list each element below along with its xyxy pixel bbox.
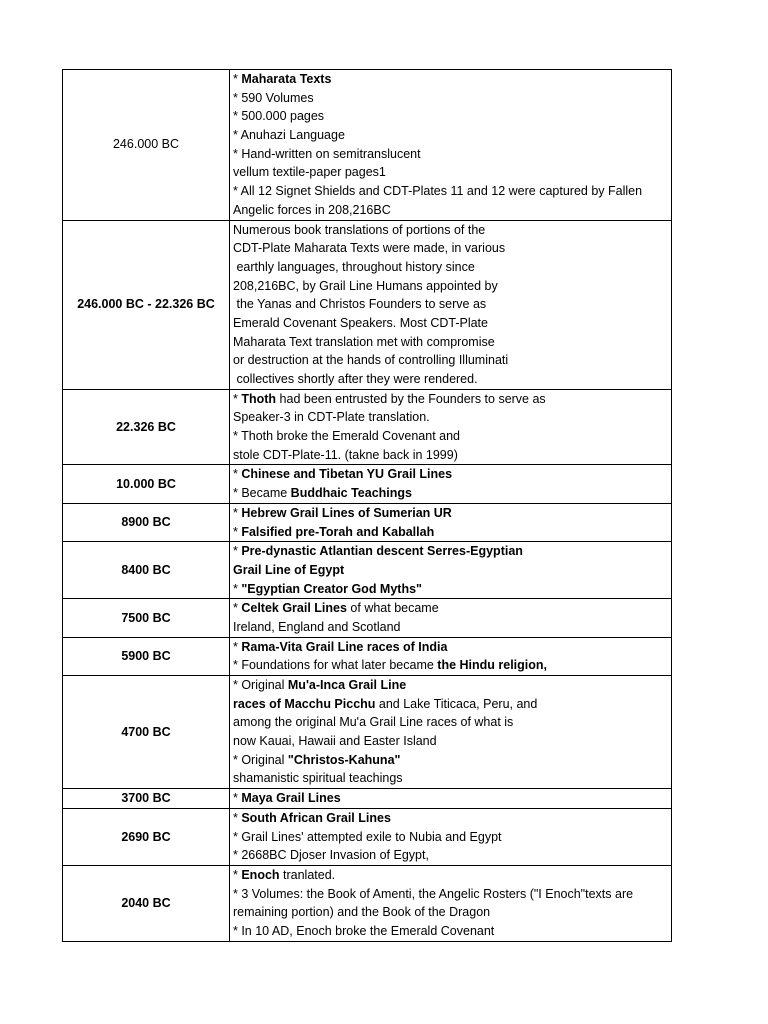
text: of what became bbox=[346, 601, 439, 616]
description-line bbox=[233, 599, 669, 618]
bold-text: races of Macchu Picchu bbox=[233, 696, 376, 711]
description-cell bbox=[230, 599, 672, 637]
table-row bbox=[63, 637, 672, 675]
table-body bbox=[63, 70, 672, 942]
date-cell: 3700 BC bbox=[63, 789, 230, 809]
bold-text: Celtek Grail Lines bbox=[241, 601, 347, 616]
description-line bbox=[233, 695, 669, 714]
date-cell: 8400 BC bbox=[63, 542, 230, 599]
date-cell: 10.000 BC bbox=[63, 465, 230, 503]
description-line bbox=[233, 903, 669, 922]
text: * bbox=[233, 581, 242, 596]
text: vellum textile-paper pages1 bbox=[233, 165, 386, 180]
table-row bbox=[63, 865, 672, 941]
description-line bbox=[233, 809, 669, 828]
table-row bbox=[63, 542, 672, 599]
text: * 590 Volumes bbox=[233, 90, 314, 105]
text: CDT-Plate Maharata Texts were made, in various bbox=[233, 241, 506, 256]
text: Angelic forces in 208,216BC bbox=[233, 202, 391, 217]
description-line bbox=[233, 465, 669, 484]
description-line bbox=[233, 713, 669, 732]
description-line bbox=[233, 504, 669, 523]
text: 208,216BC, by Grail Line Humans appointed by bbox=[233, 278, 498, 293]
date-cell: 8900 BC bbox=[63, 503, 230, 541]
text: had been entrusted by the Founders to serve as bbox=[276, 391, 546, 406]
bold-text: "Christos-Kahuna" bbox=[287, 752, 401, 767]
text: * All 12 Signet Shields and CDT-Plates 11 and 12 were captured by Fallen bbox=[233, 184, 643, 199]
date-cell: 4700 BC bbox=[63, 676, 230, 789]
text: among the original Mu'a Grail Line races of what is bbox=[233, 715, 514, 730]
description-line bbox=[233, 258, 669, 277]
description-line bbox=[233, 542, 669, 561]
description-cell bbox=[230, 70, 672, 221]
description-line bbox=[233, 107, 669, 126]
table-row bbox=[63, 599, 672, 637]
bold-text: the Hindu religion, bbox=[437, 658, 547, 673]
bold-text: Falsified pre-Torah and Kaballah bbox=[241, 524, 435, 539]
description-cell bbox=[230, 637, 672, 675]
description-line bbox=[233, 182, 669, 201]
description-line bbox=[233, 638, 669, 657]
text: tranlated. bbox=[279, 867, 336, 882]
description-cell bbox=[230, 676, 672, 789]
description-line bbox=[233, 484, 669, 503]
text: and Lake Titicaca, Peru, and bbox=[375, 696, 538, 711]
table-row bbox=[63, 789, 672, 809]
text: * 500.000 pages bbox=[233, 109, 325, 124]
description-line bbox=[233, 221, 669, 240]
timeline-table bbox=[62, 69, 672, 942]
text: * bbox=[233, 524, 242, 539]
text: Maharata Text translation met with compromise bbox=[233, 334, 495, 349]
text: Numerous book translations of portions of the bbox=[233, 222, 486, 237]
text: * bbox=[233, 791, 242, 806]
bold-text: Mu'a-Inca Grail Line bbox=[287, 678, 407, 692]
bold-text: South African Grail Lines bbox=[241, 810, 391, 825]
text: * bbox=[233, 601, 242, 616]
description-line bbox=[233, 201, 669, 220]
text: * bbox=[233, 391, 242, 406]
description-line bbox=[233, 239, 669, 258]
bold-text: Hebrew Grail Lines of Sumerian UR bbox=[241, 505, 452, 520]
text: * Original bbox=[233, 752, 288, 767]
text: * bbox=[233, 467, 242, 482]
bold-text: Buddhaic Teachings bbox=[290, 486, 412, 501]
description-line bbox=[233, 676, 669, 695]
description-line bbox=[233, 70, 669, 89]
bold-text: Grail Line of Egypt bbox=[233, 562, 345, 577]
description-line bbox=[233, 769, 669, 788]
description-line bbox=[233, 333, 669, 352]
description-cell bbox=[230, 865, 672, 941]
text: collectives shortly after they were rendered. bbox=[233, 372, 478, 386]
description-cell bbox=[230, 503, 672, 541]
description-line bbox=[233, 163, 669, 182]
description-line bbox=[233, 446, 669, 465]
text: * bbox=[233, 867, 242, 882]
date-cell: 2690 BC bbox=[63, 808, 230, 865]
description-cell bbox=[230, 389, 672, 465]
description-line bbox=[233, 846, 669, 865]
description-line bbox=[233, 523, 669, 542]
table-row bbox=[63, 389, 672, 465]
date-cell: 246.000 BC - 22.326 BC bbox=[63, 220, 230, 389]
description-line bbox=[233, 277, 669, 296]
description-line bbox=[233, 295, 669, 314]
text: earthly languages, throughout history since bbox=[233, 259, 475, 274]
table-row bbox=[63, 808, 672, 865]
description-line bbox=[233, 561, 669, 580]
text: * 2668BC Djoser Invasion of Egypt, bbox=[233, 848, 429, 863]
date-cell: 22.326 BC bbox=[63, 389, 230, 465]
text: * Hand-written on semitranslucent bbox=[233, 146, 421, 161]
text: Ireland, England and Scotland bbox=[233, 619, 401, 634]
text: * Original bbox=[233, 678, 288, 692]
table-row bbox=[63, 676, 672, 789]
bold-text: Maharata Texts bbox=[241, 72, 332, 86]
table-row bbox=[63, 70, 672, 221]
bold-text: Thoth bbox=[241, 391, 277, 406]
description-line bbox=[233, 751, 669, 770]
text: shamanistic spiritual teachings bbox=[233, 771, 403, 786]
description-line bbox=[233, 126, 669, 145]
date-cell: 246.000 BC bbox=[63, 70, 230, 221]
description-line bbox=[233, 789, 669, 808]
description-line bbox=[233, 618, 669, 637]
description-line bbox=[233, 866, 669, 885]
description-line bbox=[233, 89, 669, 108]
text: * Anuhazi Language bbox=[233, 128, 345, 143]
description-cell bbox=[230, 542, 672, 599]
description-line bbox=[233, 427, 669, 446]
description-line bbox=[233, 732, 669, 751]
description-line bbox=[233, 828, 669, 847]
text: * bbox=[233, 639, 242, 654]
bold-text: Maya Grail Lines bbox=[241, 791, 341, 806]
description-cell bbox=[230, 220, 672, 389]
table-row bbox=[63, 503, 672, 541]
description-line bbox=[233, 922, 669, 941]
bold-text: Enoch bbox=[241, 867, 280, 882]
text: * 3 Volumes: the Book of Amenti, the Angelic Rosters ("I Enoch"texts are bbox=[233, 886, 634, 901]
bold-text: Pre-dynastic Atlantian descent Serres-Egyptian bbox=[241, 544, 523, 559]
table-row bbox=[63, 220, 672, 389]
date-cell: 7500 BC bbox=[63, 599, 230, 637]
text: * bbox=[233, 810, 242, 825]
text: * Grail Lines' attempted exile to Nubia and Egypt bbox=[233, 829, 502, 844]
text: * Foundations for what later became bbox=[233, 658, 438, 673]
description-line bbox=[233, 656, 669, 675]
text: * bbox=[233, 72, 242, 86]
bold-text: "Egyptian Creator God Myths" bbox=[241, 581, 422, 596]
text: remaining portion) and the Book of the Dragon bbox=[233, 905, 491, 920]
description-cell bbox=[230, 808, 672, 865]
text: * bbox=[233, 505, 242, 520]
text: Speaker-3 in CDT-Plate translation. bbox=[233, 410, 430, 425]
description-line bbox=[233, 314, 669, 333]
text: the Yanas and Christos Founders to serve as bbox=[233, 297, 487, 312]
bold-text: Rama-Vita Grail Line races of India bbox=[241, 639, 448, 654]
text: stole CDT-Plate-11. (takne back in 1999) bbox=[233, 447, 458, 462]
date-cell: 5900 BC bbox=[63, 637, 230, 675]
description-line bbox=[233, 390, 669, 409]
description-line bbox=[233, 408, 669, 427]
table-row bbox=[63, 465, 672, 503]
description-line bbox=[233, 885, 669, 904]
text: or destruction at the hands of controlling Illuminati bbox=[233, 353, 509, 368]
description-line bbox=[233, 370, 669, 389]
description-line bbox=[233, 580, 669, 599]
text: Emerald Covenant Speakers. Most CDT-Plate bbox=[233, 315, 488, 330]
text: * In 10 AD, Enoch broke the Emerald Covenant bbox=[233, 923, 495, 938]
description-cell bbox=[230, 789, 672, 809]
text: * bbox=[233, 544, 242, 559]
bold-text: Chinese and Tibetan YU Grail Lines bbox=[241, 467, 453, 482]
description-cell bbox=[230, 465, 672, 503]
description-line bbox=[233, 351, 669, 370]
description-line bbox=[233, 145, 669, 164]
text: * Became bbox=[233, 486, 291, 501]
text: * Thoth broke the Emerald Covenant and bbox=[233, 429, 460, 444]
date-cell: 2040 BC bbox=[63, 865, 230, 941]
text: now Kauai, Hawaii and Easter Island bbox=[233, 734, 437, 749]
